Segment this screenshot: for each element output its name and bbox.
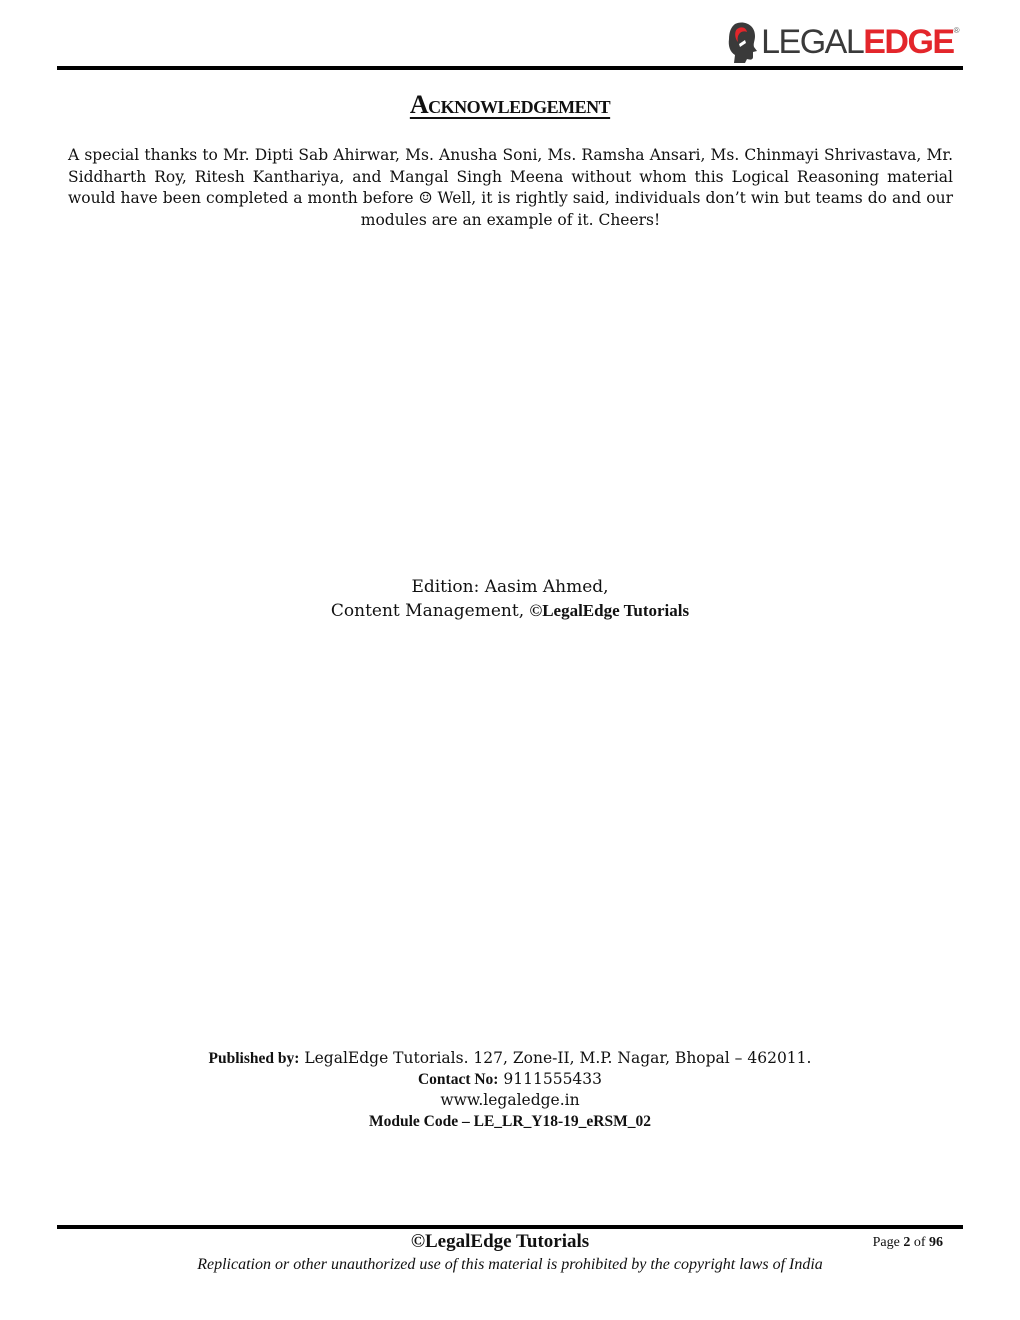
registered-mark: ® <box>953 26 958 35</box>
module-code-text: Module Code – LE_LR_Y18-19_eRSM_02 <box>368 1113 651 1130</box>
head-silhouette-icon <box>725 20 759 64</box>
page-title-text: Acknowledgement <box>409 90 611 119</box>
content-management-text: Content Management, <box>330 601 530 621</box>
published-by-value: LegalEdge Tutorials. 127, Zone-II, M.P. Nagar, Bhopal – 462011. <box>299 1049 812 1067</box>
legaledge-logo <box>725 20 958 64</box>
contact-value: 9111555433 <box>498 1070 603 1088</box>
website-text: www.legaledge.in <box>440 1091 580 1109</box>
page-total: 96 <box>929 1235 943 1250</box>
published-by-line <box>0 1048 1020 1069</box>
header-rule <box>57 66 963 70</box>
contact-label: Contact No: <box>417 1071 499 1088</box>
footer-rule <box>57 1225 963 1229</box>
footer-brand: ©LegalEdge Tutorials <box>410 1231 590 1252</box>
page-title <box>0 90 1020 120</box>
page-current: 2 <box>903 1235 911 1250</box>
logo-text-legal: LEGAL <box>761 22 864 61</box>
module-code <box>0 1111 1020 1132</box>
edition-block <box>0 575 1020 623</box>
copyright-brand: ©LegalEdge Tutorials <box>529 601 690 620</box>
edition-line: Edition: Aasim Ahmed, <box>411 577 609 597</box>
published-by-label: Published by: <box>208 1050 300 1067</box>
page-prefix: Page <box>872 1235 904 1250</box>
publisher-block <box>0 1048 1020 1132</box>
content-management-line <box>0 599 1020 623</box>
page-number <box>873 1235 943 1251</box>
acknowledgement-paragraph: A special thanks to Mr. Dipti Sab Ahirwar, Ms. Anusha Soni, Ms. Ramsha Ansari, Ms. Chinmayi Shrivastava, Mr. Siddharth Roy, Ritesh Kanthariya, and Mangal Singh Meena without whom this Logical Reasoning material would have been completed a month before ☺ Well, it is rightly said, individuals don’t win but teams do and our modules are an example of it. Cheers! <box>68 146 953 229</box>
page-of: of <box>910 1235 929 1250</box>
copyright-disclaimer: Replication or other unauthorized use of this material is prohibited by the copyright laws of India <box>197 1256 823 1273</box>
logo-text-edge: EDGE <box>863 22 954 61</box>
contact-line <box>0 1069 1020 1090</box>
